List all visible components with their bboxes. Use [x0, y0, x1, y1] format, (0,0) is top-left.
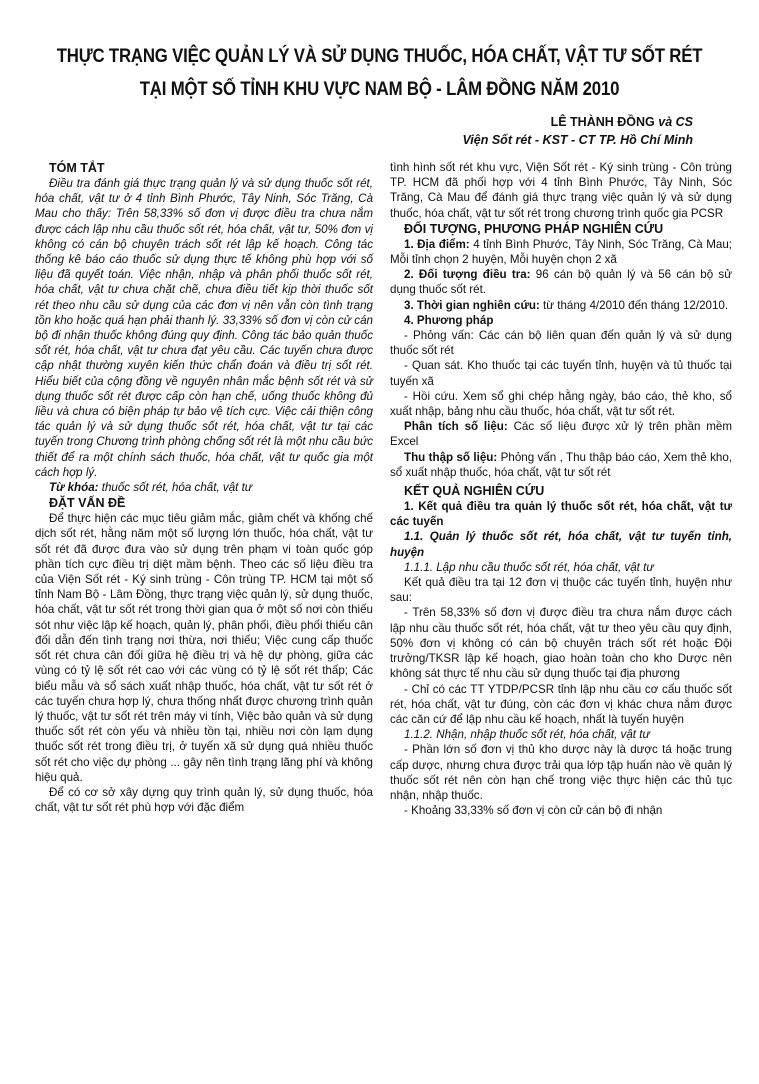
intro-paragraph-1: Để thực hiện các mục tiêu giảm mắc, giảm chết và khống chế dịch sốt rét, hằng năm một số lượng lớn thuốc, hóa chất, vật tư sốt rét đã được đưa vào sử dụng trên phạm vi toàn quốc góp phần tích cực điều trị diệt mầm bệnh. Theo các số liệu điều tra của Viện Sốt rét - Ký sinh trùng - Côn trùng TP. HCM tại một số tỉnh Nam Bộ - Lâm Đồng, thực trạng việc quản lý, sử dụng thuốc, hóa chất, vật tư sốt rét trong thời gian qua ở một số nơi còn thiếu sót như việc lập kế hoạch, quản lý, phân phối, điều phối thiếu cân đối dẫn đến tình trạng nơi thừa, nơi thiếu; Việc cung cấp thuốc sốt rét chưa cân đối giữa hệ điều trị và hệ dự phòng, giữa các vùng có tỷ lệ sốt rét cao với các vùng có tỷ lệ sốt rét thấp; Các biểu mẫu và sổ sách xuất nhập thuốc, hóa chất, vật tư sốt rét ở các tuyến chưa hợp lý, chưa thống nhất được chương trình quản lý thuốc, vật tư sốt rét trên máy vi tính, Việc bảo quản và sử dụng thuốc sốt rét còn yếu và nhiều tồn tại, nhiều nơi còn lạm dụng thuốc sốt rét trong điều trị, ở tuyến xã sử dụng quá nhiều thuốc sốt rét cho việc dự phòng ... gây nên tình trạng lãng phí và không hiệu quả.: [35, 512, 373, 784]
author-line: [462, 113, 693, 131]
method-time-label: 3. Thời gian nghiên cứu:: [404, 298, 540, 312]
results-heading: KẾT QUẢ NGHIÊN CỨU: [404, 484, 545, 499]
method-time: [390, 298, 732, 313]
results-1-1-2-item-a: - Phần lớn số đơn vị thủ kho dược này là dược tá hoặc trung cấp dược, nhưng chưa được trải qua lớp tập huấn nào về quản lý thuốc sốt rét nên còn hạn chế trong việc thực hiện các thủ tục nhận, nhập thuốc.: [390, 743, 732, 802]
results-1-1-1-item-b: - Chỉ có các TT YTDP/PCSR tỉnh lập nhu cầu cơ cấu thuốc sốt rét, hóa chất, vật tư đúng, còn các đơn vị khác chưa nắm được các căn cứ để lập nhu cầu kế hoạch, nhất là tuyến huyện: [390, 682, 732, 726]
results-section-1-1: 1.1. Quản lý thuốc sốt rét, hóa chất, vật tư tuyến tỉnh, huyện: [390, 530, 732, 559]
method-subjects-text: 96 cán bộ quản lý và 56 cán bộ sử dụng thuốc sốt rét.: [390, 268, 732, 297]
keywords-label: Từ khóa:: [49, 481, 99, 495]
method-retrospective: - Hồi cứu. Xem sổ ghi chép hằng ngày, báo cáo, thẻ kho, sổ xuất nhập, bảng nhu cầu thuốc, hóa chất, vật tư sốt rét.: [390, 389, 732, 419]
method-time-text: từ tháng 4/2010 đến tháng 12/2010.: [543, 298, 729, 312]
method-location-label: 1. Địa điểm:: [404, 237, 470, 251]
abstract-heading: TÓM TẮT: [49, 161, 105, 175]
method-subjects-label: 2. Đối tượng điều tra:: [404, 268, 531, 282]
intro-paragraph-2: Để có cơ sở xây dựng quy trình quản lý, sử dụng thuốc, hóa chất, vật tư sốt rét phù hợp với đặc điểm: [35, 785, 373, 815]
method-analysis-text: Các số liệu được xử lý trên phần mềm Excel: [390, 420, 732, 449]
title-line-2: TẠI MỘT SỐ TỈNH KHU VỰC NAM BỘ - LÂM ĐỒNG NĂM 2010: [139, 78, 620, 100]
method-analysis-label: Phân tích số liệu:: [404, 420, 508, 434]
method-collection-label: Thu thập số liệu:: [404, 450, 498, 464]
method-collection-text: Phỏng vấn , Thu thập báo cáo, Xem thẻ kho, sổ xuất nhập thuốc, hóa chất, vật tư sốt rét: [390, 450, 732, 479]
abstract-text: Điều tra đánh giá thực trạng quản lý và sử dụng thuốc sốt rét, hóa chất, vật tư ở 4 tỉnh Bình Phước, Tây Ninh, Sóc Trăng, Cà Mau cho thấy: Trên 58,33% số đơn vị được điều tra chưa nắm được cách lập nhu cầu thuốc sốt rét, hóa chất, vật tư, 50% đơn vị không có cán bộ chuyên trách sốt rét lập kế hoạch. Công tác thống kê báo cáo thuốc sử dụng thực tế không phù hợp với số liệu đã quyết toán. Việc nhận, nhập và phân phối thuốc sốt rét, hóa chất, vật tư chưa chặt chẽ, chưa điều tiết kịp thời thuốc sốt rét theo nhu cầu sử dụng của các đơn vị nên vẫn còn tình trạng tồn kho hoặc quá hạn phải thanh lý. 33,33% số đơn vị còn cử cán bộ đi nhận thuốc không đúng quy định. Công tác bảo quản thuốc sốt rét, hóa chất, vật tư chưa đạt yêu cầu. Các tuyến chưa được cập nhật thường xuyên kiến thức chẩn đoán và điều trị sốt rét. Hiểu biết của cộng đồng về nguyên nhân mắc bệnh sốt rét và sử dụng thuốc sốt rét được cấp còn hạn chế, uống thuốc không đủ liều và chưa có biện pháp tự bảo vệ tích cực. Việc cải thiện công tác quản lý và sử dụng thuốc sốt rét, hóa chất, vật tư tại các tuyến trong Chương trình phòng chống sốt rét là một nhu cầu bức thiết để ra một chính sách thuốc, hóa chất, vật tư quốc gia một cách hợp lý.: [35, 177, 373, 479]
results-1-1-1-intro: Kết quả điều tra tại 12 đơn vị thuộc các tuyến tỉnh, huyện như sau:: [390, 576, 732, 605]
paper-title: [53, 40, 706, 106]
results-1-1-2-item-b: - Khoảng 33,33% số đơn vị còn cử cán bộ đi nhận: [404, 804, 663, 818]
author-block: [462, 113, 693, 149]
author-affiliation: Viện Sốt rét - KST - CT TP. Hồ Chí Minh: [462, 133, 693, 147]
methods-heading: ĐỐI TƯỢNG, PHƯƠNG PHÁP NGHIÊN CỨU: [404, 221, 664, 236]
intro-heading: ĐẶT VẤN ĐỀ: [49, 496, 126, 511]
results-section-1: 1. Kết quả điều tra quản lý thuốc sốt rét, hóa chất, vật tư các tuyến: [390, 500, 732, 529]
method-observation: - Quan sát. Kho thuốc tại các tuyến tỉnh, huyện và tủ thuốc tại tuyến xã: [390, 359, 732, 388]
intro-continuation: tình hình sốt rét khu vực, Viện Sốt rét - Ký sinh trùng - Côn trùng TP. HCM đã phối hợp với 4 tỉnh Bình Phước, Tây Ninh, Sóc Trăng, Cà Mau để đánh giá thực trạng việc quản lý và sử dụng thuốc, hóa chất, vật tư sốt rét trong chương trình quốc gia PCSR: [390, 161, 732, 220]
results-1-1-1-item-a: - Trên 58,33% số đơn vị được điều tra chưa nắm được cách lập nhu cầu thuốc sốt rét, hóa chất, vật tư theo yêu cầu quy định, 50% đơn vị không có cán bộ chuyên trách sốt rét hoặc Đội trưởng/TKSR lập kế hoạch, giao hoàn toàn cho kho Dược nên không sát thực tế nhu cầu sử dụng thuốc tại địa phương: [390, 606, 732, 681]
left-column: [35, 160, 373, 815]
method-location-text: 4 tỉnh Bình Phước, Tây Ninh, Sóc Trăng, Cà Mau; Mỗi tỉnh chọn 2 huyện, Mỗi huyện chọn 2 xã: [390, 237, 732, 267]
author-etal: và CS: [658, 115, 693, 129]
right-column: [390, 160, 732, 818]
method-subjects: [390, 267, 732, 297]
keywords-text: thuốc sốt rét, hóa chất, vật tư: [101, 481, 253, 495]
method-collection: [390, 450, 732, 480]
method-analysis: [390, 419, 732, 449]
results-section-1-1-2: 1.1.2. Nhận, nhập thuốc sốt rét, hóa chất, vật tư: [404, 728, 650, 742]
keywords-line: [35, 480, 373, 495]
title-line-1: THỰC TRẠNG VIỆC QUẢN LÝ VÀ SỬ DỤNG THUỐC, HÓA CHẤT, VẬT TƯ SỐT RÉT: [56, 45, 703, 67]
results-section-1-1-1: 1.1.1. Lập nhu cầu thuốc sốt rét, hóa chất, vật tư: [404, 560, 654, 574]
method-interview: - Phỏng vấn: Các cán bộ liên quan đến quản lý và sử dụng thuốc sốt rét: [390, 329, 732, 358]
method-approach-label: 4. Phương pháp: [404, 313, 494, 327]
method-location: [390, 237, 732, 267]
author-name: LÊ THÀNH ĐỒNG: [550, 115, 655, 129]
